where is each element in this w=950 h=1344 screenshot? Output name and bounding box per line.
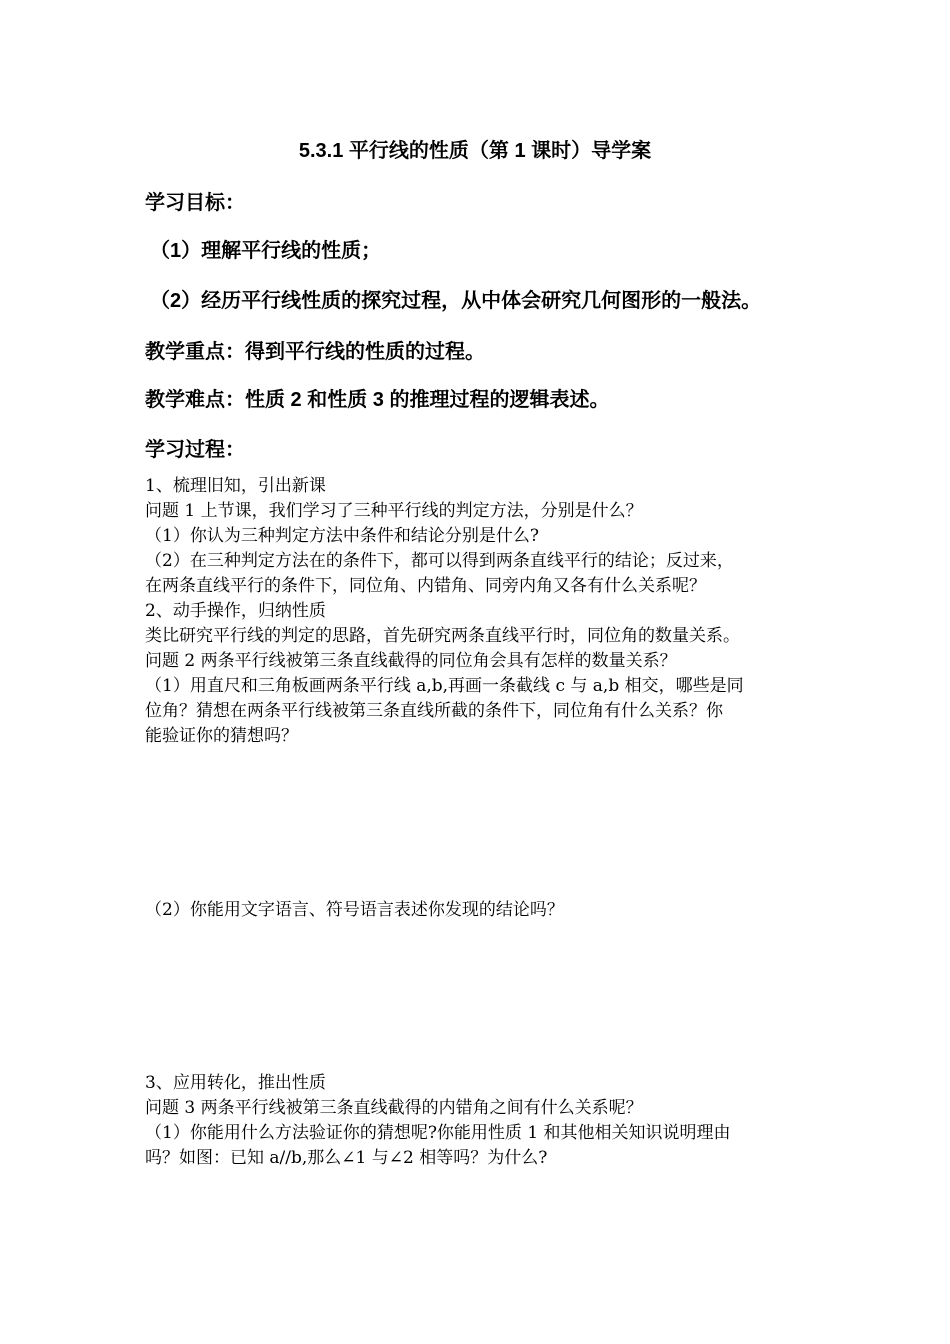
learning-goals-heading: 学习目标：: [145, 192, 245, 214]
question-1: 问题 1 上节课，我们学习了三种平行线的判定方法，分别是什么？: [145, 501, 643, 521]
question-2-part-2: （2）你能用文字语言、符号语言表述你发现的结论吗？: [145, 900, 564, 920]
question-3: 问题 3 两条平行线被第三条直线截得的内错角之间有什么关系呢？: [145, 1098, 643, 1118]
document-title: 5.3.1 平行线的性质（第 1 课时）导学案: [298, 140, 652, 162]
learning-process-heading: 学习过程：: [145, 439, 245, 461]
question-3-part-1-line-1: （1）你能用什么方法验证你的猜想呢?你能用性质 1 和其他相关知识说明理由: [145, 1123, 731, 1143]
section-3-heading: 3、应用转化，推出性质: [145, 1073, 326, 1093]
learning-goal-1: （1）理解平行线的性质；: [150, 240, 382, 262]
question-1-part-2-line-1: （2）在三种判定方法在的条件下，都可以得到两条直线平行的结论；反过来，: [145, 551, 734, 571]
teaching-key-point: 教学重点：得到平行线的性质的过程。: [145, 341, 485, 363]
question-3-part-1-line-2: 吗？如图：已知 a//b,那么∠1 与∠2 相等吗？为什么?: [145, 1148, 548, 1168]
question-2: 问题 2 两条平行线被第三条直线截得的同位角会具有怎样的数量关系？: [145, 651, 677, 671]
question-2-part-1-line-3: 能验证你的猜想吗？: [145, 726, 298, 746]
question-1-part-2-line-2: 在两条直线平行的条件下，同位角、内错角、同旁内角又各有什么关系呢？: [145, 576, 706, 596]
section-1-heading: 1、梳理旧知，引出新课: [145, 476, 326, 496]
question-2-part-1-line-2: 位角？猜想在两条平行线被第三条直线所截的条件下，同位角有什么关系？你: [145, 701, 723, 721]
question-2-part-1-line-1: （1）用直尺和三角板画两条平行线 a,b,再画一条截线 c 与 a,b 相交，哪些是同: [145, 676, 744, 696]
question-1-part-1: （1）你认为三种判定方法中条件和结论分别是什么?: [145, 526, 539, 546]
section-2-intro: 类比研究平行线的判定的思路，首先研究两条直线平行时，同位角的数量关系。: [145, 626, 740, 646]
section-2-heading: 2、动手操作，归纳性质: [145, 601, 326, 621]
teaching-difficulty: 教学难点：性质 2 和性质 3 的推理过程的逻辑表述。: [145, 389, 610, 411]
learning-goal-2: （2）经历平行线性质的探究过程，从中体会研究几何图形的一般法。: [150, 290, 762, 312]
